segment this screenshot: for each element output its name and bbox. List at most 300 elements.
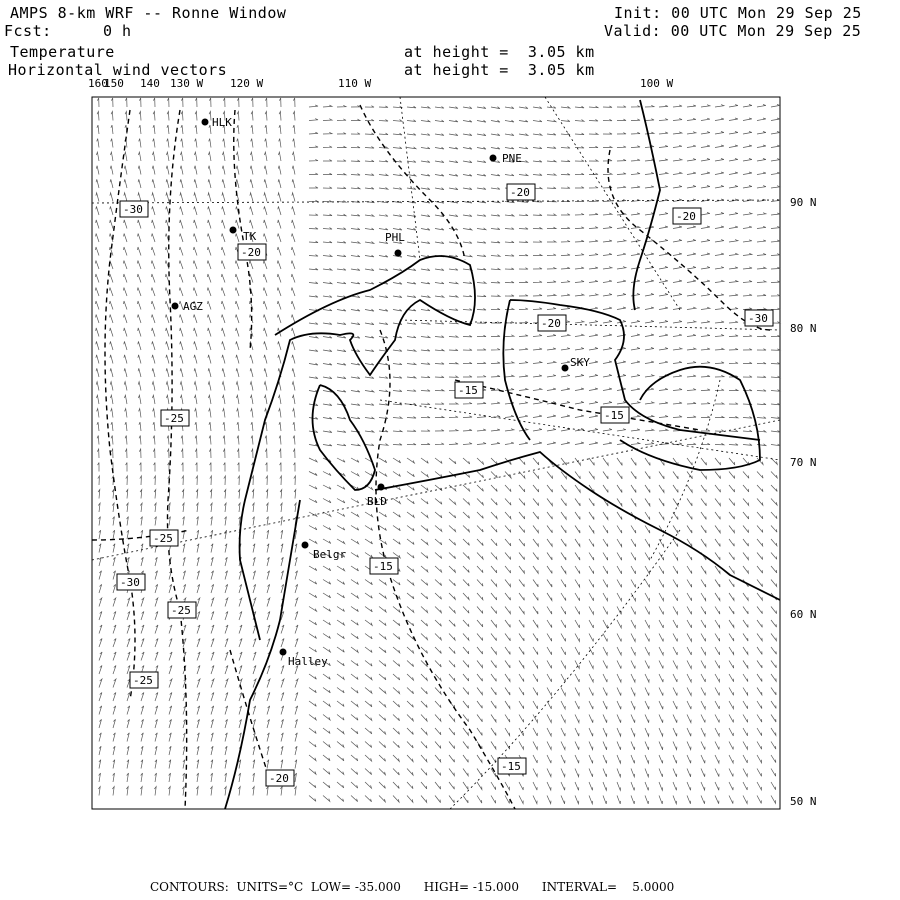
wind-vector [561,566,566,574]
wind-vector [407,443,416,445]
wind-vector [701,402,710,404]
wind-vector [701,769,705,777]
wind-vector [155,733,157,742]
wind-vector [379,526,387,531]
wind-vector [687,294,696,296]
wind-vector [547,593,552,601]
wind-vector [309,323,318,325]
wind-vector [491,134,500,136]
wind-vector [463,688,469,695]
wind-vector [771,485,777,492]
wind-vector [519,415,528,417]
wind-vector [463,499,470,505]
wind-vector [295,598,298,607]
wind-vector [222,220,225,229]
wind-vector [701,688,705,696]
wind-vector [547,133,556,135]
wind-vector [617,213,626,215]
wind-vector [771,742,776,750]
wind-vector [393,120,402,122]
wind-vector [379,715,386,721]
wind-vector [505,241,514,243]
wind-vector [589,267,598,269]
wind-vector [197,517,199,526]
wind-vector [365,323,374,325]
wind-vector [589,227,598,229]
wind-vector [222,166,225,175]
wind-vector [631,240,640,242]
wind-vector [110,274,114,283]
wind-vector [351,553,359,558]
wind-vector [379,634,386,640]
wind-vector [603,213,612,215]
wind-vector [715,145,724,148]
wind-vector [351,363,360,365]
wind-vector [266,787,268,796]
wind-vector [393,755,399,761]
wind-vector [771,634,776,641]
wind-vector [645,769,649,777]
wind-vector [180,395,183,404]
wind-vector [167,436,169,445]
wind-vector [561,160,570,162]
wind-vector [236,288,240,297]
wind-vector [169,652,172,661]
station-label: SKY [570,356,590,369]
wind-vector [96,274,100,283]
wind-vector [365,214,374,216]
wind-vector [463,647,469,654]
wind-vector [309,146,318,148]
wind-vector [477,553,483,560]
wind-vector [365,701,372,707]
wind-vector [110,220,113,229]
wind-vector [659,402,668,404]
wind-vector [617,240,626,242]
wind-vector [309,742,316,748]
wind-vector [379,133,388,135]
wind-vector [180,234,183,243]
wind-vector [533,701,538,709]
wind-vector [365,553,373,558]
wind-vector [631,593,635,601]
wind-vector [166,152,169,161]
wind-vector [449,120,458,122]
wind-vector [337,715,344,721]
wind-vector [491,607,497,614]
wind-vector [645,458,650,465]
wind-vector [491,647,496,654]
wind-vector [533,147,542,149]
wind-vector [561,512,566,519]
wind-vector [505,674,510,682]
wind-vector [264,166,267,175]
wind-vector [180,328,183,337]
wind-vector [743,512,749,519]
wind-vector [743,172,752,175]
wind-vector [111,112,113,121]
wind-vector [323,444,332,446]
wind-vector [701,145,710,147]
wind-vector [141,733,143,742]
wind-vector [477,308,486,310]
wind-vector [337,417,346,419]
wind-vector [687,321,696,323]
wind-vector [505,553,511,560]
wind-vector [771,526,777,533]
wind-vector [139,422,141,431]
wind-vector [166,179,169,188]
wind-vector [533,512,539,519]
wind-vector [96,152,99,161]
wind-vector [617,226,626,228]
wind-vector [771,281,780,283]
wind-vector [197,625,200,634]
wind-vector [701,118,710,120]
wind-vector [292,395,295,404]
wind-vector [715,701,719,709]
wind-vector [155,639,158,648]
coast-weddell-inlet [503,300,530,440]
wind-vector [278,179,281,188]
wind-vector [251,422,253,431]
wind-vector [757,526,763,533]
wind-vector [617,539,622,547]
wind-vector [617,458,622,465]
wind-vector [351,323,360,325]
wind-vector [449,188,458,190]
wind-vector [211,557,213,566]
wind-vector [645,429,654,431]
wind-vector [225,584,228,593]
wind-vector [113,666,116,675]
wind-vector [407,228,416,230]
wind-vector [715,674,719,682]
wind-vector [617,485,622,493]
wind-vector [421,580,428,586]
wind-vector [393,782,399,789]
wind-vector [449,769,454,776]
wind-vector [292,261,296,270]
wind-vector [477,228,486,230]
wind-vector [603,106,612,108]
wind-vector [645,361,654,363]
wind-vector [225,746,227,755]
wind-vector [337,269,346,271]
wind-vector [729,132,738,135]
wind-vector [111,139,113,148]
wind-vector [99,517,101,526]
wind-vector [463,620,469,627]
wind-vector [141,746,143,755]
wind-vector [771,472,777,479]
wind-vector [252,503,254,512]
wind-vector [547,688,551,696]
wind-vector [351,255,360,257]
wind-vector [519,715,524,723]
wind-vector [561,294,570,296]
wind-vector [309,539,317,543]
wind-vector [575,254,584,256]
wind-vector [519,321,528,323]
wind-vector [111,436,113,445]
wind-vector [210,463,211,472]
wind-vector [421,647,428,653]
wind-vector [575,120,584,122]
wind-vector [589,512,594,520]
wind-vector [435,443,444,445]
wind-vector [421,336,430,338]
wind-vector [138,274,142,283]
wind-vector [547,701,551,709]
wind-vector [729,186,738,189]
wind-vector [589,361,598,364]
wind-vector [166,355,169,364]
wind-vector [603,348,612,351]
wind-vector [127,693,130,702]
wind-vector [519,375,528,377]
wind-vector [673,593,678,601]
wind-vector [603,294,612,296]
wind-vector [222,395,225,404]
wind-vector [533,607,538,615]
wind-vector [210,476,212,485]
wind-vector [99,612,102,621]
wind-vector [278,152,281,161]
wind-vector [337,796,344,802]
wind-vector [701,430,710,431]
wind-vector [309,526,317,530]
wind-vector [617,133,626,135]
wind-vector [715,755,719,763]
wind-vector [421,390,430,392]
wind-vector [771,254,780,256]
wind-vector [253,679,256,688]
wind-vector [477,580,483,587]
wind-vector [421,782,427,789]
wind-vector [236,355,239,364]
wind-vector [449,376,458,378]
wind-vector [278,395,281,404]
wind-vector [183,557,185,566]
wind-vector [743,417,752,419]
wind-vector [267,517,269,526]
wind-vector [278,274,282,283]
wind-vector [491,107,500,109]
wind-vector [435,349,444,351]
wind-vector [124,315,127,324]
field1-name: Temperature [10,43,115,61]
wind-vector [183,544,185,553]
wind-vector [477,458,484,464]
wind-vector [309,105,318,107]
wind-vector [379,174,388,176]
wind-vector [687,145,696,147]
wind-vector [687,458,692,465]
wind-vector [323,607,331,612]
wind-vector [407,499,414,504]
wind-vector [209,139,211,148]
wind-vector [124,301,128,310]
wind-vector [561,634,566,642]
wind-vector [292,179,295,188]
wind-vector [603,620,607,628]
wind-vector [729,566,734,573]
wind-vector [491,485,497,492]
wind-vector [421,553,428,559]
wind-vector [603,512,608,520]
wind-vector [196,787,198,796]
wind-vector [645,566,650,574]
wind-vector [603,173,612,175]
wind-vector [477,512,483,518]
wind-vector [729,348,738,350]
wind-vector [421,769,427,776]
wind-vector [265,98,267,107]
wind-vector [687,620,692,628]
wind-vector [701,593,706,601]
wind-vector [659,715,663,723]
wind-vector [224,503,226,512]
wind-vector [239,584,242,593]
station-marker [378,484,385,491]
wind-vector [96,315,99,324]
field2-height: at height = 3.05 km [404,61,595,79]
wind-vector [138,261,142,270]
wind-vector [659,267,668,270]
wind-vector [491,634,497,641]
wind-vector [209,125,211,134]
wind-vector [351,647,358,652]
wind-vector [701,472,706,479]
wind-vector [195,112,197,121]
wind-vector [421,430,430,432]
wind-vector [477,674,483,681]
wind-vector [617,688,621,696]
wind-vector [631,402,640,404]
wind-vector [519,402,528,404]
wind-vector [225,571,228,580]
wind-vector [365,350,374,352]
wind-vector [561,607,566,615]
coast-east [633,100,660,310]
wind-vector [265,139,267,148]
wind-vector [337,620,344,625]
wind-vector [561,361,570,363]
wind-vector [337,580,345,585]
wind-vector [435,566,442,572]
wind-vector [237,98,239,107]
wind-vector [393,715,400,721]
wind-vector [449,336,458,338]
wind-vector [449,647,455,654]
wind-vector [407,120,416,122]
wind-vector [124,368,127,377]
station-label: Halley [288,655,328,668]
wind-vector [253,584,256,593]
wind-vector [449,580,455,586]
wind-vector [575,227,584,229]
wind-vector [505,429,514,431]
wind-vector [729,145,738,148]
wind-vector [659,159,668,161]
wind-vector [225,760,227,769]
wind-vector [743,782,747,790]
longitude-label: 110 W [338,77,372,90]
wind-vector [183,706,186,715]
wind-vector [281,517,283,526]
wind-vector [141,652,144,661]
wind-vector [673,620,677,628]
wind-vector [127,639,130,648]
wind-vector [295,639,298,648]
wind-vector [659,145,668,147]
wind-vector [463,215,472,217]
wind-vector [295,571,298,580]
wind-vector [505,442,514,444]
wind-vector [112,476,114,485]
wind-vector [477,335,486,337]
wind-vector [673,499,678,507]
wind-vector [743,715,748,723]
wind-vector [96,301,100,310]
wind-vector [323,214,332,216]
wind-vector [505,701,510,709]
wind-vector [771,728,776,736]
wind-vector [743,226,752,228]
wind-vector [505,634,510,641]
wind-vector [575,607,580,615]
wind-vector [181,139,183,148]
wind-vector [264,288,268,297]
wind-vector [743,728,748,736]
contour-label: -20 [269,772,289,785]
wind-vector [125,112,127,121]
wind-vector [155,760,157,769]
wind-vector [463,416,472,418]
wind-vector [211,733,213,742]
wind-vector [236,395,239,404]
wind-vector [603,334,612,337]
wind-vector [225,544,227,553]
wind-vector [491,188,500,190]
wind-vector [225,598,228,607]
wind-vector [351,755,358,761]
wind-vector [603,728,607,736]
wind-vector [309,499,317,503]
wind-vector [152,395,155,404]
wind-vector [351,539,359,544]
wind-vector [449,634,455,641]
wind-vector [139,112,141,121]
wind-vector [547,742,551,750]
wind-vector [281,571,284,580]
wind-vector [323,268,332,270]
wind-vector [323,431,332,433]
wind-vector [197,530,199,539]
wind-vector [292,234,295,243]
wind-vector [533,375,542,377]
wind-vector [449,620,455,627]
wind-vector [153,422,155,431]
wind-vector [519,607,524,614]
wind-vector [253,733,255,742]
wind-vector [449,443,458,445]
wind-vector [533,429,542,431]
wind-vector [365,607,372,612]
wind-vector [238,476,240,485]
wind-vector [505,607,510,614]
